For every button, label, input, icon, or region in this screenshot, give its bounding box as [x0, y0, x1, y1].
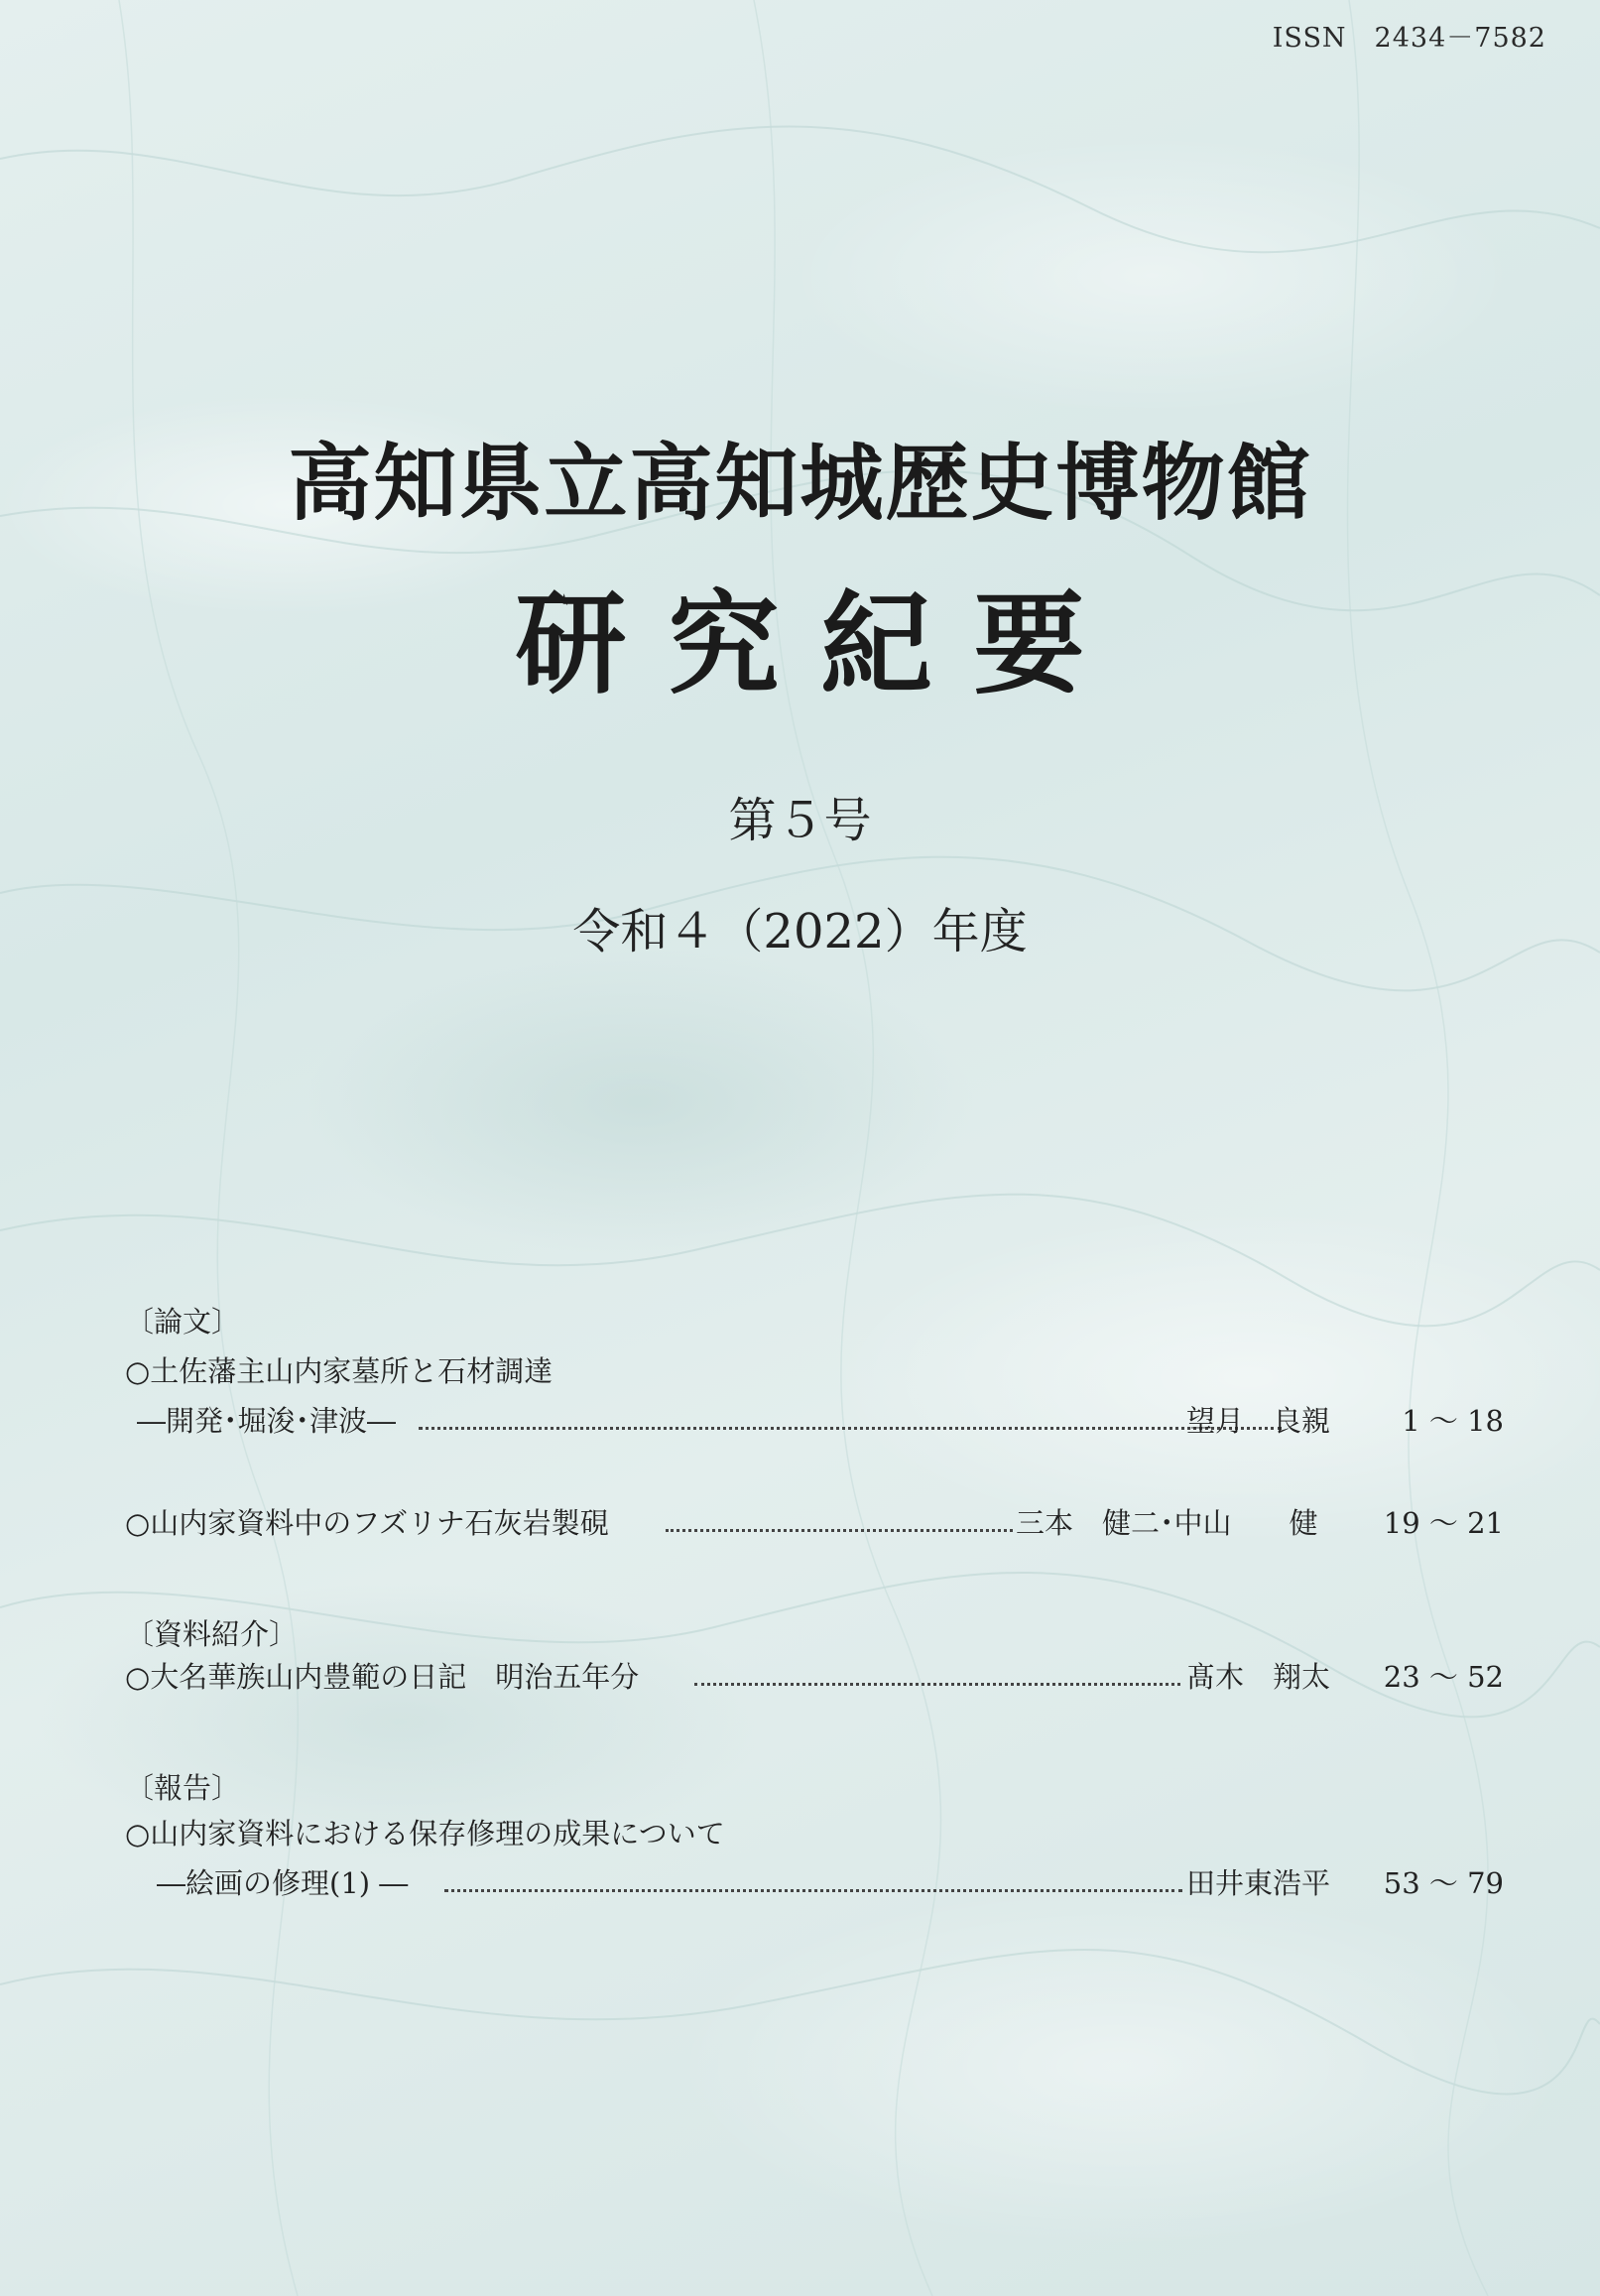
- section-label-reports: 〔報告〕: [125, 1771, 241, 1805]
- article-author: 三本 健二･中山 健: [1016, 1506, 1318, 1540]
- section-label-papers: 〔論文〕: [125, 1305, 241, 1339]
- section-label-materials: 〔資料紹介〕: [125, 1617, 299, 1651]
- toc-entry: [125, 1655, 1504, 1695]
- journal-title: 研究紀要: [515, 579, 1127, 709]
- leader-dots: [666, 1509, 1013, 1532]
- toc-entry: [125, 1399, 1504, 1439]
- article-title: ○山内家資料における保存修理の成果について: [125, 1817, 725, 1850]
- article-title: ○土佐藩主山内家墓所と石材調達: [125, 1354, 554, 1388]
- article-title: ○大名華族山内豊範の日記 明治五年分: [125, 1660, 640, 1694]
- leader-dots: [694, 1663, 1180, 1686]
- issn-number: ISSN 2434－7582: [1272, 23, 1546, 54]
- article-pages: 23 ～ 52: [1383, 1660, 1504, 1694]
- issue-number: 第５号: [728, 793, 872, 848]
- article-author: 望月 良親: [1186, 1404, 1331, 1438]
- leader-dots: [419, 1407, 1282, 1430]
- museum-name: 高知県立高知城歴史博物館: [288, 434, 1312, 532]
- article-pages: 53 ～ 79: [1383, 1866, 1504, 1900]
- article-pages: 1 ～ 18: [1402, 1404, 1504, 1438]
- article-subtitle: ―絵画の修理(1) ―: [157, 1866, 409, 1900]
- fiscal-year: 令和４（2022）年度: [572, 904, 1028, 959]
- article-author: 髙木 翔太: [1186, 1660, 1331, 1694]
- toc-entry: [125, 1501, 1504, 1541]
- article-author: 田井東浩平: [1186, 1866, 1331, 1900]
- article-pages: 19 ～ 21: [1383, 1506, 1504, 1540]
- article-title: ○山内家資料中のフズリナ石灰岩製硯: [125, 1506, 609, 1540]
- article-subtitle: ―開発･堀浚･津波―: [137, 1404, 397, 1438]
- toc-entry: [125, 1861, 1504, 1901]
- leader-dots: [444, 1869, 1182, 1892]
